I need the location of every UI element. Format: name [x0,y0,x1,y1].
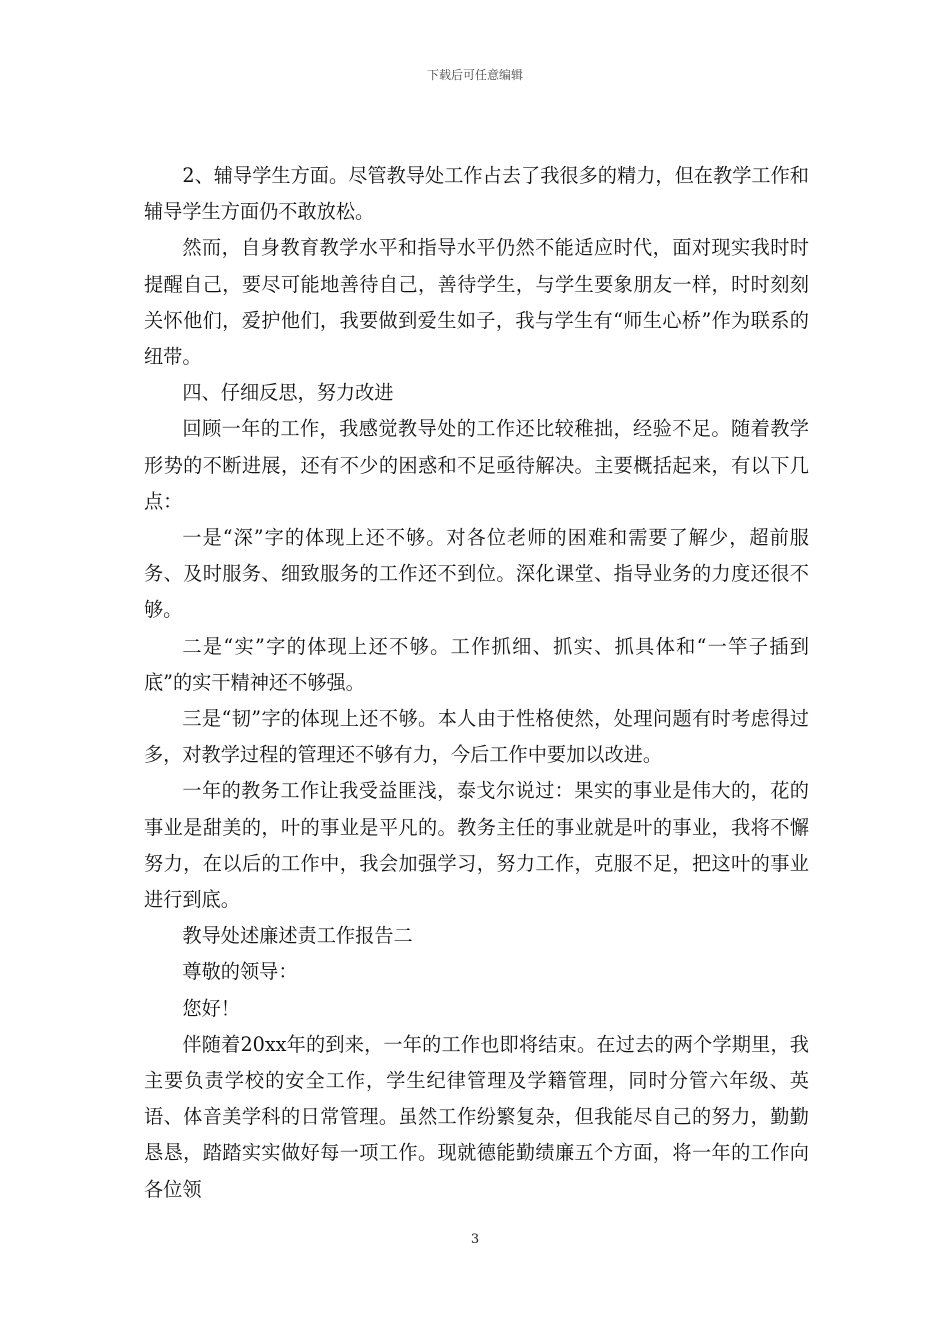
paragraph: 二是“实”字的体现上还不够。工作抓细、抓实、抓具体和“一竿子插到底”的实干精神还不够强。 [144,634,809,694]
section-heading: 四、仔细反思，努力改进 [182,381,394,405]
document-body [144,158,809,1208]
greeting: 您好！ [182,996,240,1020]
paragraph: 伴随着20xx年的到来，一年的工作也即将结束。在过去的两个学期里，我主要负责学校的安全工作，学生纪律管理及学籍管理，同时分管六年级、英语、体音美学科的日常管理。虽然工作纷繁复杂，但我能尽自己的努力，勤勤恳恳，踏踏实实做好每一项工作。现就德能勤绩廉五个方面，将一年的工作向各位领 [144,1032,809,1201]
report-title: 教导处述廉述责工作报告二 [182,924,413,948]
page-number: 3 [470,1232,480,1247]
paragraph: 三是“韧”字的体现上还不够。本人由于性格使然，处理问题有时考虑得过多，对教学过程的管理还不够有力，今后工作中要加以改进。 [144,707,809,767]
paragraph: 回顾一年的工作，我感觉教导处的工作还比较稚拙，经验不足。随着教学形势的不断进展，还有不少的困惑和不足亟待解决。主要概括起来，有以下几点： [144,417,809,513]
paragraph: 一是“深”字的体现上还不够。对各位老师的困难和需要了解少，超前服务、及时服务、细致服务的工作还不到位。深化课堂、指导业务的力度还很不够。 [144,526,809,622]
paragraph: 然而，自身教育教学水平和指导水平仍然不能适应时代，面对现实我时时提醒自己，要尽可能地善待自己，善待学生，与学生要象朋友一样，时时刻刻关怀他们，爱护他们，我要做到爱生如子，我与学生有“师生心桥”作为联系的纽带。 [144,236,809,369]
page-header-note: 下载后可任意编辑 [426,68,523,82]
paragraph: 2、辅导学生方面。尽管教导处工作占去了我很多的精力，但在教学工作和辅导学生方面仍不敢放松。 [144,164,809,224]
salutation: 尊敬的领导： [182,960,298,984]
paragraph: 一年的教务工作让我受益匪浅，泰戈尔说过：果实的事业是伟大的，花的事业是甜美的，叶的事业是平凡的。教务主任的事业就是叶的事业，我将不懈努力，在以后的工作中，我会加强学习，努力工作，克服不足，把这叶的事业进行到底。 [144,779,809,912]
